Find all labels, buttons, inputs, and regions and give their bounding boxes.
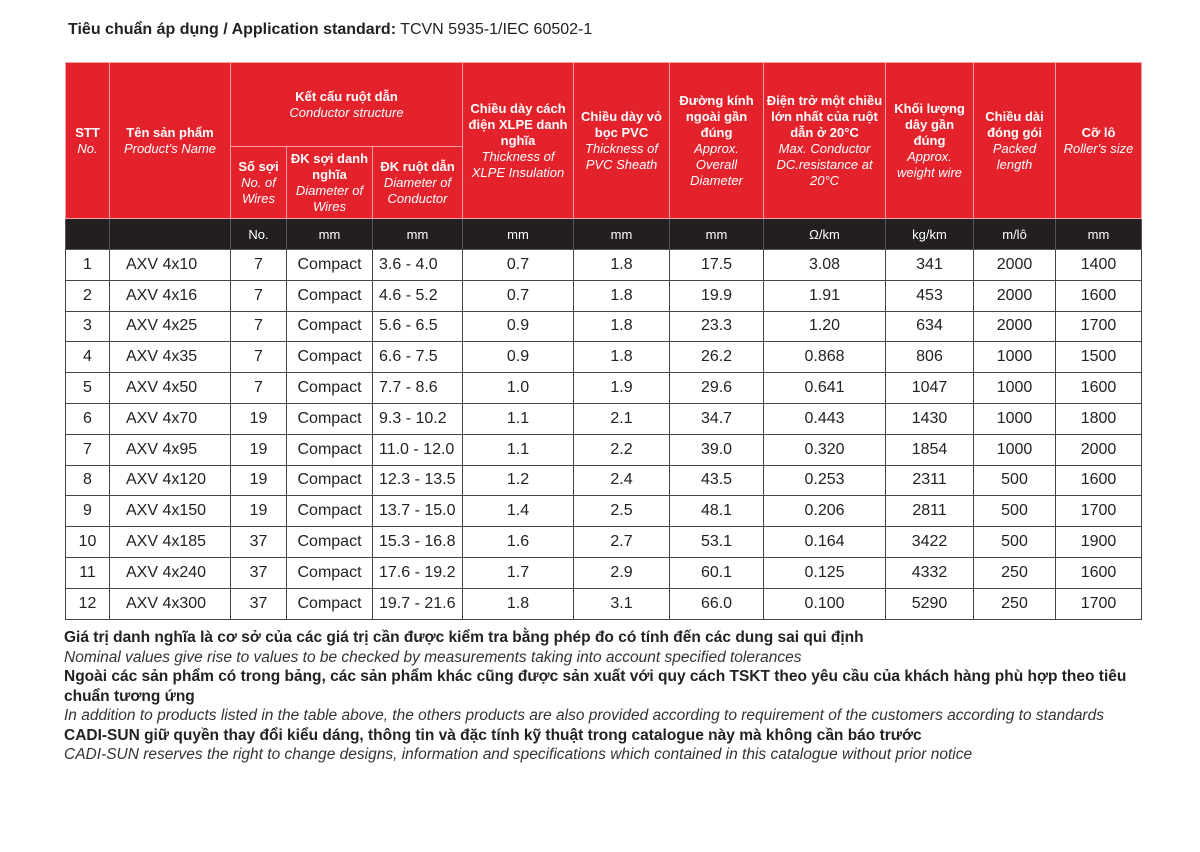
note-vi: Ngoài các sản phẩm có trong bảng, các sản phẩm khác cũng được sản xuất với quy cách TSKT theo yêu cầu của khách hàng phù hợp theo tiêu chuẩn tương ứng <box>64 668 1127 705</box>
cell-wire-diameter: Compact <box>287 588 373 619</box>
cell-conductor-diameter: 9.3 - 10.2 <box>373 403 463 434</box>
header-roller-size: Cỡ lô Roller's size <box>1056 63 1142 219</box>
cell-pvc-thickness: 1.8 <box>574 311 670 342</box>
cell-wire-diameter: Compact <box>287 496 373 527</box>
cell-xlpe-thickness: 1.7 <box>463 557 574 588</box>
cell-xlpe-thickness: 1.1 <box>463 434 574 465</box>
unit-cell: No. <box>231 219 287 250</box>
cell-wire-diameter: Compact <box>287 311 373 342</box>
cell-no-of-wires: 19 <box>231 403 287 434</box>
cell-packed-length: 250 <box>974 588 1056 619</box>
cell-xlpe-thickness: 1.2 <box>463 465 574 496</box>
unit-cell: mm <box>670 219 764 250</box>
cell-stt: 12 <box>66 588 110 619</box>
cell-overall-diameter: 39.0 <box>670 434 764 465</box>
header-conductor-diameter: ĐK ruột dẫn Diameter of Conductor <box>373 147 463 219</box>
cell-wire-diameter: Compact <box>287 527 373 558</box>
cell-conductor-diameter: 15.3 - 16.8 <box>373 527 463 558</box>
cell-overall-diameter: 17.5 <box>670 250 764 281</box>
cell-pvc-thickness: 2.2 <box>574 434 670 465</box>
cell-product-name: AXV 4x120 <box>110 465 231 496</box>
header-dc-resistance: Điện trở một chiều lớn nhất của ruột dẫn ở 20°C Max. Conductor DC.resistance at 20°C <box>764 63 886 219</box>
cell-xlpe-thickness: 1.0 <box>463 373 574 404</box>
cell-roller-size: 1900 <box>1056 527 1142 558</box>
cell-overall-diameter: 48.1 <box>670 496 764 527</box>
cell-stt: 7 <box>66 434 110 465</box>
cell-dc-resistance: 1.20 <box>764 311 886 342</box>
cell-roller-size: 1600 <box>1056 557 1142 588</box>
cell-weight: 634 <box>886 311 974 342</box>
table-row <box>66 250 1142 281</box>
cell-no-of-wires: 37 <box>231 588 287 619</box>
cell-conductor-diameter: 12.3 - 13.5 <box>373 465 463 496</box>
unit-cell: mm <box>574 219 670 250</box>
cell-roller-size: 1600 <box>1056 465 1142 496</box>
cell-weight: 2811 <box>886 496 974 527</box>
cell-packed-length: 500 <box>974 465 1056 496</box>
notes <box>64 628 1144 765</box>
unit-cell <box>66 219 110 250</box>
cell-dc-resistance: 0.164 <box>764 527 886 558</box>
cell-no-of-wires: 19 <box>231 496 287 527</box>
cell-no-of-wires: 7 <box>231 311 287 342</box>
cell-packed-length: 2000 <box>974 250 1056 281</box>
cell-pvc-thickness: 1.8 <box>574 342 670 373</box>
cell-packed-length: 2000 <box>974 311 1056 342</box>
cell-wire-diameter: Compact <box>287 280 373 311</box>
cell-pvc-thickness: 2.1 <box>574 403 670 434</box>
cell-overall-diameter: 26.2 <box>670 342 764 373</box>
cell-packed-length: 1000 <box>974 434 1056 465</box>
table-row <box>66 342 1142 373</box>
cell-dc-resistance: 1.91 <box>764 280 886 311</box>
cell-packed-length: 2000 <box>974 280 1056 311</box>
cell-conductor-diameter: 3.6 - 4.0 <box>373 250 463 281</box>
cell-roller-size: 1700 <box>1056 311 1142 342</box>
cell-stt: 4 <box>66 342 110 373</box>
unit-cell: mm <box>1056 219 1142 250</box>
cell-pvc-thickness: 2.5 <box>574 496 670 527</box>
cell-weight: 4332 <box>886 557 974 588</box>
table-row <box>66 527 1142 558</box>
cell-stt: 6 <box>66 403 110 434</box>
cell-no-of-wires: 19 <box>231 465 287 496</box>
cell-no-of-wires: 7 <box>231 342 287 373</box>
cell-roller-size: 1400 <box>1056 250 1142 281</box>
cable-spec-table <box>65 62 1142 620</box>
header-xlpe-thickness: Chiều dày cách điện XLPE danh nghĩa Thickness of XLPE Insulation <box>463 63 574 219</box>
cell-xlpe-thickness: 1.4 <box>463 496 574 527</box>
cell-product-name: AXV 4x50 <box>110 373 231 404</box>
cell-overall-diameter: 66.0 <box>670 588 764 619</box>
note-vi: CADI-SUN giữ quyền thay đổi kiểu dáng, thông tin và đặc tính kỹ thuật trong catalogue này mà không cần báo trước <box>64 726 922 744</box>
cell-packed-length: 500 <box>974 527 1056 558</box>
cell-overall-diameter: 53.1 <box>670 527 764 558</box>
header-wire-diameter: ĐK sợi danh nghĩa Diameter of Wires <box>287 147 373 219</box>
cell-wire-diameter: Compact <box>287 373 373 404</box>
table-row <box>66 557 1142 588</box>
cell-pvc-thickness: 1.8 <box>574 280 670 311</box>
cell-stt: 9 <box>66 496 110 527</box>
cell-roller-size: 1500 <box>1056 342 1142 373</box>
unit-cell: kg/km <box>886 219 974 250</box>
cell-weight: 5290 <box>886 588 974 619</box>
cell-roller-size: 2000 <box>1056 434 1142 465</box>
cell-pvc-thickness: 2.9 <box>574 557 670 588</box>
cell-wire-diameter: Compact <box>287 342 373 373</box>
table-body <box>66 250 1142 620</box>
cell-no-of-wires: 7 <box>231 250 287 281</box>
cell-no-of-wires: 37 <box>231 557 287 588</box>
cell-weight: 1854 <box>886 434 974 465</box>
cell-weight: 453 <box>886 280 974 311</box>
cell-dc-resistance: 0.641 <box>764 373 886 404</box>
cell-conductor-diameter: 19.7 - 21.6 <box>373 588 463 619</box>
cell-stt: 11 <box>66 557 110 588</box>
header-stt: STT No. <box>66 63 110 219</box>
cell-dc-resistance: 0.100 <box>764 588 886 619</box>
cell-stt: 3 <box>66 311 110 342</box>
cell-packed-length: 500 <box>974 496 1056 527</box>
cell-stt: 8 <box>66 465 110 496</box>
cell-weight: 3422 <box>886 527 974 558</box>
cell-no-of-wires: 19 <box>231 434 287 465</box>
cell-product-name: AXV 4x150 <box>110 496 231 527</box>
cell-dc-resistance: 0.320 <box>764 434 886 465</box>
note-en: In addition to products listed in the table above, the others products are also provided according to requirement of the customers according to standards <box>64 707 1104 724</box>
cell-xlpe-thickness: 1.6 <box>463 527 574 558</box>
cell-overall-diameter: 43.5 <box>670 465 764 496</box>
header-conductor-structure: Kết cấu ruột dẫn Conductor structure <box>231 63 463 147</box>
unit-cell: m/lô <box>974 219 1056 250</box>
cell-overall-diameter: 29.6 <box>670 373 764 404</box>
cell-stt: 2 <box>66 280 110 311</box>
units-row <box>66 219 1142 250</box>
cell-packed-length: 1000 <box>974 403 1056 434</box>
cell-roller-size: 1600 <box>1056 373 1142 404</box>
cell-product-name: AXV 4x10 <box>110 250 231 281</box>
cell-weight: 2311 <box>886 465 974 496</box>
standard-value: TCVN 5935-1/IEC 60502-1 <box>400 21 593 38</box>
cell-product-name: AXV 4x35 <box>110 342 231 373</box>
cell-weight: 1430 <box>886 403 974 434</box>
cell-conductor-diameter: 13.7 - 15.0 <box>373 496 463 527</box>
cell-wire-diameter: Compact <box>287 557 373 588</box>
table-row <box>66 496 1142 527</box>
unit-cell: Ω/km <box>764 219 886 250</box>
table-row <box>66 311 1142 342</box>
cell-conductor-diameter: 11.0 - 12.0 <box>373 434 463 465</box>
cell-stt: 1 <box>66 250 110 281</box>
table-row <box>66 280 1142 311</box>
table-row <box>66 403 1142 434</box>
cell-product-name: AXV 4x70 <box>110 403 231 434</box>
standard-label: Tiêu chuẩn áp dụng / Application standard: <box>68 21 397 38</box>
cell-product-name: AXV 4x300 <box>110 588 231 619</box>
cell-no-of-wires: 7 <box>231 280 287 311</box>
cell-product-name: AXV 4x16 <box>110 280 231 311</box>
cell-dc-resistance: 0.868 <box>764 342 886 373</box>
cell-conductor-diameter: 4.6 - 5.2 <box>373 280 463 311</box>
cell-overall-diameter: 34.7 <box>670 403 764 434</box>
cell-product-name: AXV 4x25 <box>110 311 231 342</box>
cell-overall-diameter: 19.9 <box>670 280 764 311</box>
table-row <box>66 588 1142 619</box>
note-en: Nominal values give rise to values to be checked by measurements taking into account specified tolerances <box>64 648 802 666</box>
cell-pvc-thickness: 2.7 <box>574 527 670 558</box>
cell-product-name: AXV 4x240 <box>110 557 231 588</box>
note-en: CADI-SUN reserves the right to change designs, information and specifications which contained in this catalogue without prior notice <box>64 746 973 763</box>
cell-packed-length: 250 <box>974 557 1056 588</box>
cell-xlpe-thickness: 1.1 <box>463 403 574 434</box>
header-no-of-wires: Số sợi No. of Wires <box>231 147 287 219</box>
unit-cell: mm <box>463 219 574 250</box>
cell-product-name: AXV 4x185 <box>110 527 231 558</box>
cell-xlpe-thickness: 0.9 <box>463 342 574 373</box>
cell-dc-resistance: 0.206 <box>764 496 886 527</box>
cell-wire-diameter: Compact <box>287 465 373 496</box>
cell-roller-size: 1800 <box>1056 403 1142 434</box>
table-row <box>66 465 1142 496</box>
header-product-name: Tên sản phẩm Product's Name <box>110 63 231 219</box>
unit-cell: mm <box>287 219 373 250</box>
header-weight: Khối lượng dây gần đúng Approx. weight wire <box>886 63 974 219</box>
cell-stt: 5 <box>66 373 110 404</box>
cell-stt: 10 <box>66 527 110 558</box>
cell-conductor-diameter: 17.6 - 19.2 <box>373 557 463 588</box>
cell-no-of-wires: 37 <box>231 527 287 558</box>
cell-conductor-diameter: 6.6 - 7.5 <box>373 342 463 373</box>
cell-conductor-diameter: 5.6 - 6.5 <box>373 311 463 342</box>
cell-product-name: AXV 4x95 <box>110 434 231 465</box>
cell-wire-diameter: Compact <box>287 250 373 281</box>
cell-pvc-thickness: 3.1 <box>574 588 670 619</box>
cell-dc-resistance: 0.443 <box>764 403 886 434</box>
cell-weight: 806 <box>886 342 974 373</box>
header-packed-length: Chiều dài đóng gói Packed length <box>974 63 1056 219</box>
cell-packed-length: 1000 <box>974 373 1056 404</box>
application-standard <box>68 21 592 39</box>
cell-pvc-thickness: 1.9 <box>574 373 670 404</box>
unit-cell <box>110 219 231 250</box>
cell-pvc-thickness: 1.8 <box>574 250 670 281</box>
cell-xlpe-thickness: 1.8 <box>463 588 574 619</box>
unit-cell: mm <box>373 219 463 250</box>
cell-roller-size: 1700 <box>1056 588 1142 619</box>
cell-weight: 341 <box>886 250 974 281</box>
cell-pvc-thickness: 2.4 <box>574 465 670 496</box>
header-overall-diameter: Đường kính ngoài gần đúng Approx. Overall Diameter <box>670 63 764 219</box>
cell-packed-length: 1000 <box>974 342 1056 373</box>
cell-no-of-wires: 7 <box>231 373 287 404</box>
table-row <box>66 434 1142 465</box>
cell-dc-resistance: 0.125 <box>764 557 886 588</box>
cell-roller-size: 1700 <box>1056 496 1142 527</box>
cell-roller-size: 1600 <box>1056 280 1142 311</box>
cell-wire-diameter: Compact <box>287 434 373 465</box>
cell-conductor-diameter: 7.7 - 8.6 <box>373 373 463 404</box>
cell-xlpe-thickness: 0.9 <box>463 311 574 342</box>
header-pvc-thickness: Chiều dày vỏ bọc PVC Thickness of PVC Sheath <box>574 63 670 219</box>
cell-overall-diameter: 23.3 <box>670 311 764 342</box>
cell-dc-resistance: 0.253 <box>764 465 886 496</box>
cell-weight: 1047 <box>886 373 974 404</box>
cell-xlpe-thickness: 0.7 <box>463 280 574 311</box>
cell-overall-diameter: 60.1 <box>670 557 764 588</box>
cell-dc-resistance: 3.08 <box>764 250 886 281</box>
cell-wire-diameter: Compact <box>287 403 373 434</box>
table-row <box>66 373 1142 404</box>
cell-xlpe-thickness: 0.7 <box>463 250 574 281</box>
note-vi: Giá trị danh nghĩa là cơ sở của các giá trị cần được kiểm tra bằng phép đo có tính đến các dung sai qui định <box>64 629 864 646</box>
